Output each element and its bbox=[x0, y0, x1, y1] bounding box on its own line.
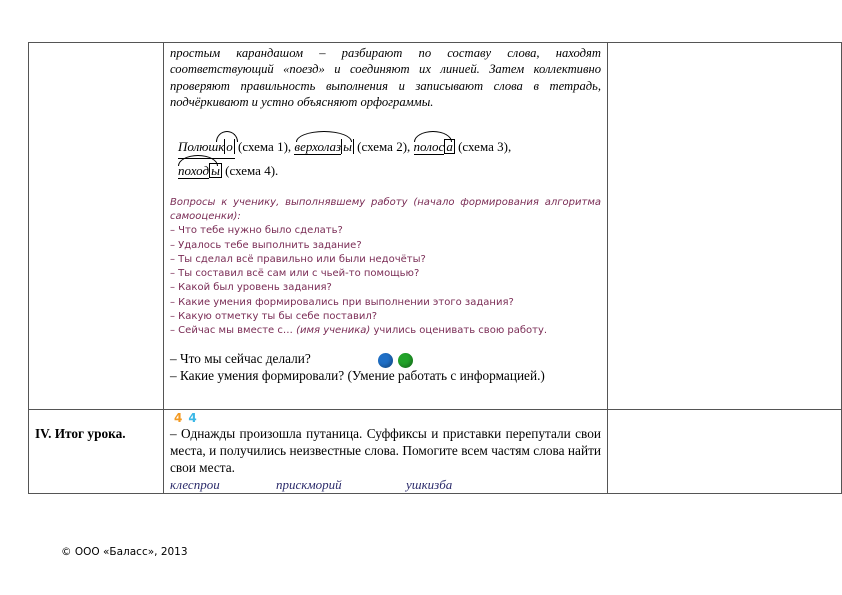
summary-line-2: – Какие умения формировали? (Умение работать с информацией.) bbox=[170, 367, 545, 383]
question-item-last: – Сейчас мы вместе с… (имя ученика) учились оценивать свою работу. bbox=[170, 325, 548, 337]
mixed-word: клеспрои bbox=[170, 477, 220, 492]
notes-cell-empty bbox=[608, 410, 842, 494]
blue-circle-icon bbox=[378, 353, 393, 368]
word-schemes bbox=[178, 135, 601, 182]
question-item: – Ты составил всё сам или с чьей-то помощью? bbox=[170, 268, 420, 280]
green-circle-icon bbox=[398, 353, 413, 368]
scheme-label: (схема 1), bbox=[238, 138, 292, 154]
mixed-word: ушкизба bbox=[406, 477, 453, 492]
question-item: – Какую отметку ты бы себе поставил? bbox=[170, 311, 378, 322]
scheme-word: верхолаз ы bbox=[294, 135, 354, 158]
mixed-word: прискморий bbox=[276, 477, 342, 492]
question-item: – Какие умения формировались при выполнении этого задания? bbox=[170, 296, 514, 308]
activity-cell bbox=[164, 410, 608, 494]
stage-cell-empty bbox=[29, 43, 164, 410]
schemes-line-2 bbox=[178, 159, 601, 182]
scheme-word: полос а bbox=[414, 135, 455, 158]
scheme-label: (схема 3), bbox=[458, 138, 512, 154]
self-assessment-questions bbox=[170, 196, 601, 339]
question-item: – Что тебе нужно было сделать? bbox=[170, 225, 343, 237]
scheme-word: Полюшк о bbox=[178, 135, 235, 159]
stage-cell bbox=[29, 410, 164, 494]
question-item: – Ты сделал всё правильно или были недочёты? bbox=[170, 253, 426, 265]
summary-questions bbox=[170, 350, 601, 384]
question-item: – Удалось тебе выполнить задание? bbox=[170, 239, 362, 251]
scheme-label: (схема 2), bbox=[357, 138, 411, 154]
level-number-orange: 4 bbox=[174, 411, 183, 425]
question-item: – Какой был уровень задания? bbox=[170, 282, 332, 294]
instruction-text: простым карандашом – разбирают по составу слова, находят соответствующий «поезд» и соединяют их линией. Затем коллективно проверяют правильность выполнения и записывают слова в тетрадь, подчёркивают и устно объясняют орфограммы. bbox=[170, 46, 601, 110]
questions-title: Вопросы к ученику, выполнявшему работу (начало формирования алгоритма самооценки): bbox=[170, 196, 601, 222]
table-row bbox=[29, 410, 842, 494]
scheme-word: поход ы bbox=[178, 159, 222, 182]
lesson-table bbox=[28, 42, 842, 494]
notes-cell-empty bbox=[608, 43, 842, 410]
mixed-words bbox=[170, 476, 601, 494]
copyright-footer: © ООО «Баласс», 2013 bbox=[61, 546, 188, 558]
summary-line-1: – Что мы сейчас делали? bbox=[170, 350, 311, 366]
level-number-blue: 4 bbox=[188, 411, 197, 425]
root-arc bbox=[414, 131, 452, 142]
marker-dots bbox=[378, 353, 418, 372]
table-row bbox=[29, 43, 842, 410]
scheme-label: (схема 4). bbox=[225, 162, 279, 178]
root-arc bbox=[296, 131, 352, 142]
stage-title: IV. Итог урока. bbox=[35, 426, 126, 441]
task-text: – Однажды произошла путаница. Суффиксы и приставки перепутали свои места, и получились неизвестные слова. Помогите всем частям слова найти свои места. bbox=[170, 426, 601, 475]
root-arc bbox=[216, 131, 238, 142]
level-numbers bbox=[170, 411, 601, 425]
schemes-line-1 bbox=[178, 135, 601, 159]
activity-cell bbox=[164, 43, 608, 410]
